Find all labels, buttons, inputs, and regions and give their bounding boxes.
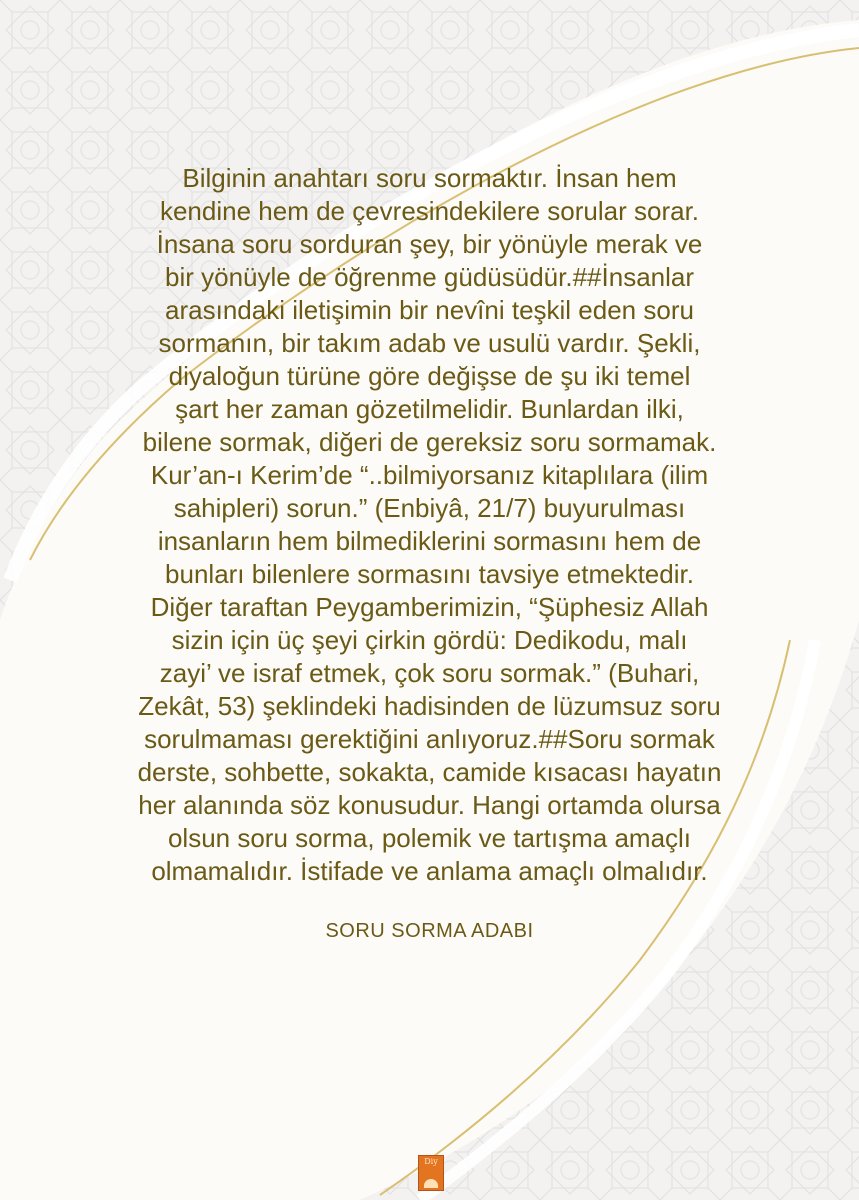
text-line: zayi’ ve israf etmek, çok soru sormak.” (Buhari, bbox=[159, 658, 700, 688]
text-line: derste, sohbette, sokakta, camide kısacası hayatın bbox=[137, 757, 722, 787]
text-line: arasındaki iletişimin bir nevîni teşkil eden soru bbox=[165, 295, 694, 325]
text-line: sizin için üç şeyi çirkin gördü: Dedikodu, malı bbox=[171, 625, 688, 655]
text-line: insanların hem bilmediklerini sormasını hem de bbox=[157, 526, 702, 556]
text-line: sahipleri) sorun.” (Enbiyâ, 21/7) buyurulması bbox=[173, 493, 686, 523]
text-line: sormanın, bir takım adab ve usulü vardır. Şekli, bbox=[158, 328, 701, 358]
text-line: olmamalıdır. İstifade ve anlama amaçlı olmalıdır. bbox=[151, 856, 708, 886]
text-line: her alanında söz konusudur. Hangi ortamda olursa bbox=[138, 790, 721, 820]
text-line: kendine hem de çevresindekilere sorular sorar. bbox=[159, 196, 700, 226]
caption-title: SORU SORMA ADABI bbox=[325, 920, 534, 942]
text-line: Diğer taraftan Peygamberimizin, “Şüphesiz Allah bbox=[150, 592, 709, 622]
main-text-block bbox=[40, 162, 819, 943]
mosque-dome-icon bbox=[424, 1179, 438, 1188]
text-line: bunları bilenlere sormasını tavsiye etmektedir. bbox=[165, 559, 694, 589]
text-line: olsun soru sorma, polemik ve tartışma amaçlı bbox=[167, 823, 692, 853]
text-line: Kur’an-ı Kerim’de “..bilmiyorsanız kitaplılara (ilim bbox=[150, 460, 709, 490]
text-line: diyaloğun türüne göre değişse de şu iki temel bbox=[168, 361, 691, 391]
text-line: sorulmaması gerektiğini anlıyoruz.##Soru sormak bbox=[144, 724, 715, 754]
logo-text: Diy bbox=[424, 1157, 438, 1166]
body-paragraph bbox=[40, 162, 819, 888]
text-line: şart her zaman gözetilmelidir. Bunlardan ilki, bbox=[175, 394, 684, 424]
text-line: Bilginin anahtarı soru sormaktır. İnsan hem bbox=[182, 163, 677, 193]
text-line: bir yönüyle de öğrenme güdüsüdür.##İnsanlar bbox=[164, 262, 695, 292]
text-line: Zekât, 53) şeklindeki hadisinden de lüzumsuz soru bbox=[138, 691, 721, 721]
text-line: bilene sormak, diğeri de gereksiz soru sormamak. bbox=[142, 427, 717, 457]
brand-logo bbox=[418, 1155, 444, 1191]
text-line: İnsana soru sorduran şey, bir yönüyle merak ve bbox=[156, 229, 703, 259]
